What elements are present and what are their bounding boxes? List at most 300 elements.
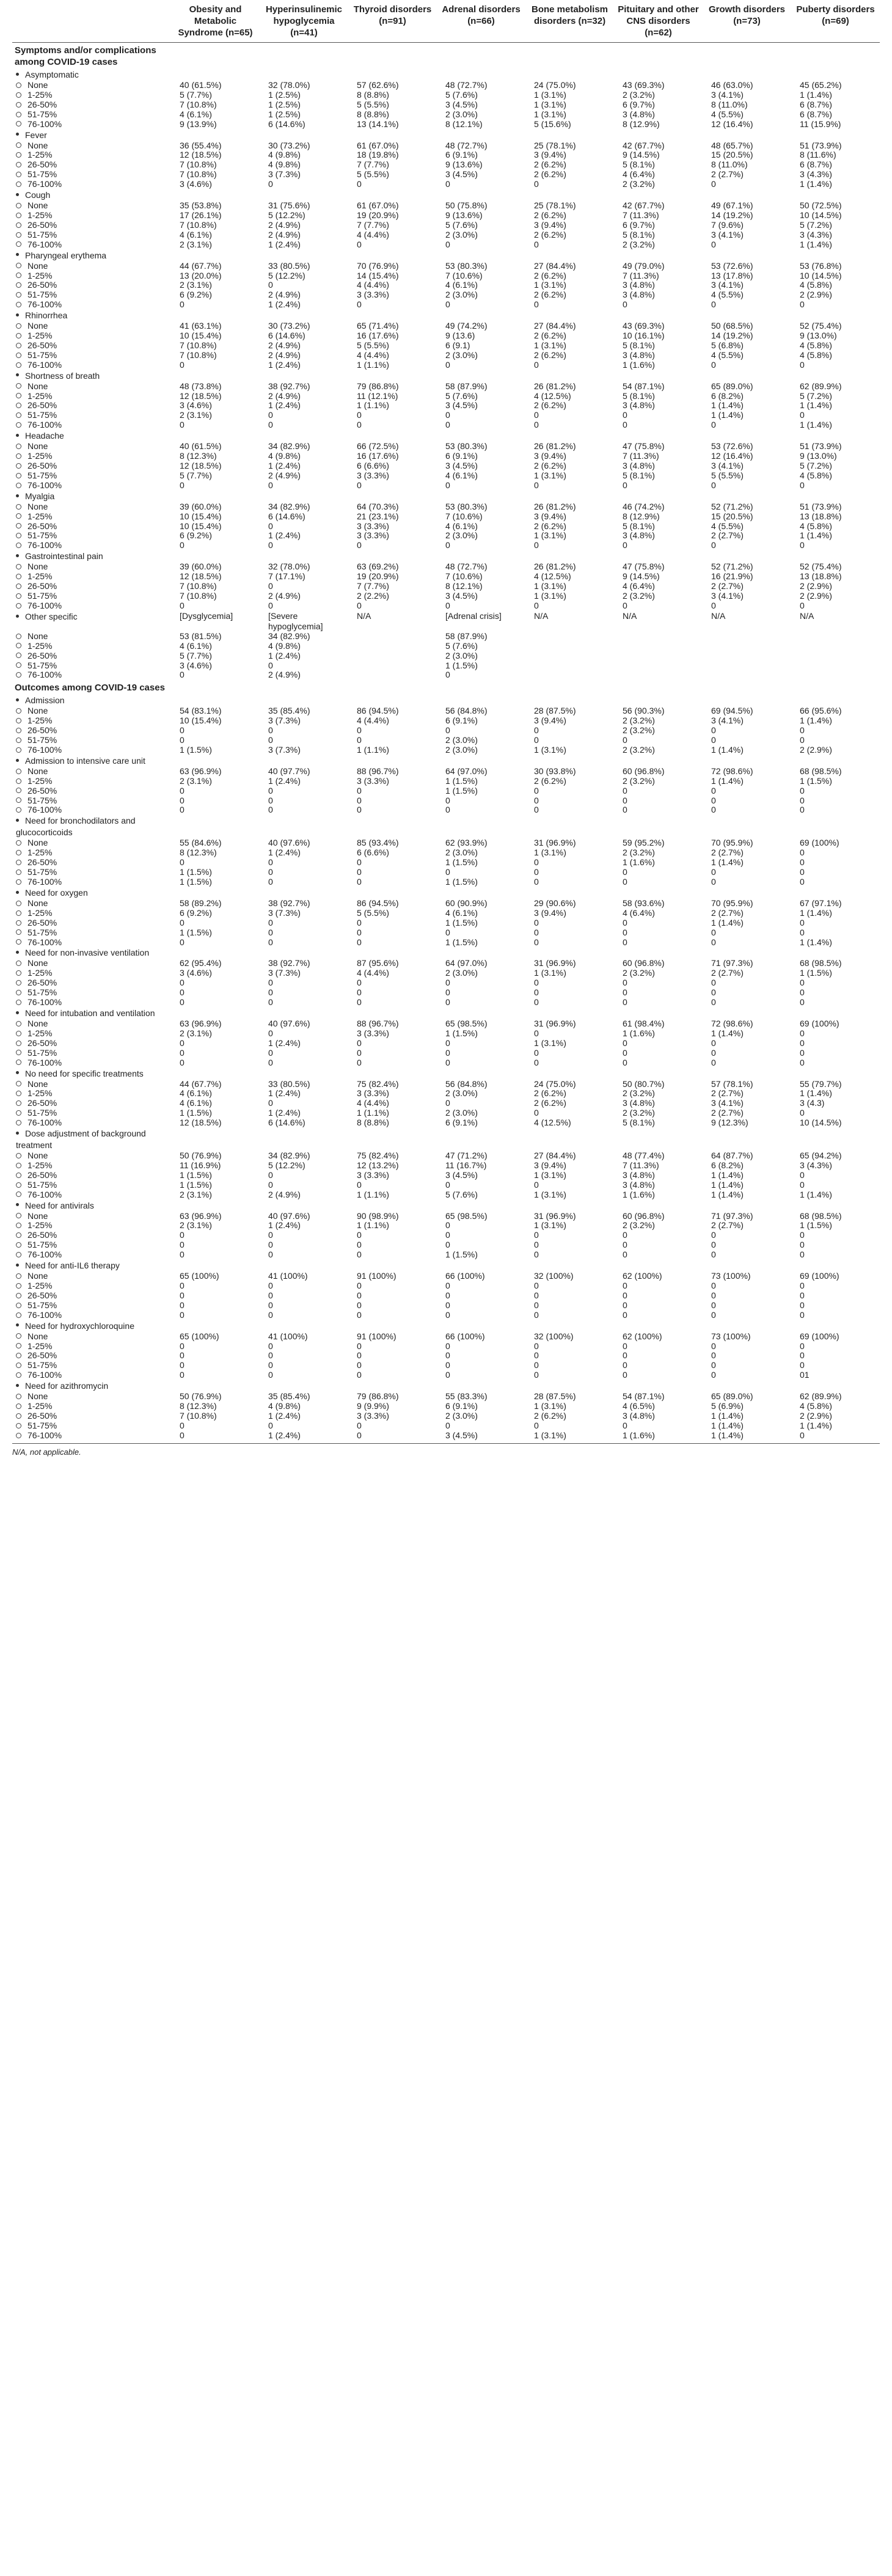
table-cell: 0: [534, 805, 539, 815]
circle-icon: [16, 1050, 21, 1055]
empty-cell: [437, 1260, 525, 1272]
level-label: 51-75%: [27, 1420, 57, 1430]
table-cell: 0: [268, 600, 273, 610]
table-cell: 2 (3.0%): [445, 349, 478, 360]
table-cell: 65 (71.4%): [357, 321, 399, 331]
level-label-cell: [12, 968, 171, 978]
empty-cell: [260, 1320, 348, 1332]
table-cell: 24 (75.0%): [534, 80, 576, 90]
bullet-icon: [16, 1203, 19, 1206]
level-label: 26-50%: [27, 99, 57, 109]
table-cell: 0: [268, 785, 273, 796]
circle-icon: [16, 1059, 21, 1065]
level-label: 51-75%: [27, 735, 57, 745]
table-row: [12, 909, 880, 918]
level-label: None: [27, 1078, 48, 1089]
level-label: 76-100%: [27, 805, 62, 815]
table-cell: 0: [180, 1230, 185, 1240]
table-cell: 48 (77.4%): [623, 1151, 665, 1161]
table-cell: 0: [623, 785, 627, 796]
table-cell: 0: [534, 857, 539, 868]
group-label: Gastrointestinal pain: [25, 551, 103, 562]
table-cell: 72 (98.6%): [711, 766, 753, 776]
empty-cell: [348, 1260, 437, 1272]
table-cell: 1 (1.4%): [711, 1420, 744, 1430]
level-label-cell: [12, 461, 171, 471]
table-cell: 1 (1.5%): [445, 857, 478, 868]
bullet-icon: [16, 759, 19, 762]
table-cell: 8 (11.0%): [711, 99, 748, 109]
table-cell: 1 (1.5%): [800, 1220, 832, 1231]
circle-icon: [16, 980, 21, 986]
table-cell: 0: [180, 1290, 185, 1300]
table-cell: [348, 670, 437, 680]
table-cell: 0: [268, 867, 273, 877]
empty-cell: [260, 189, 348, 201]
group-row: [12, 310, 880, 321]
table-cell: 5 (8.1%): [623, 340, 655, 350]
table-row: [12, 651, 880, 661]
empty-cell: [171, 1200, 260, 1212]
level-label: 51-75%: [27, 660, 57, 670]
circle-icon: [16, 263, 21, 268]
table-row: [12, 877, 880, 887]
table-cell: 30 (73.2%): [268, 321, 310, 331]
table-cell: 0: [534, 927, 539, 937]
table-cell: 68 (98.5%): [800, 1210, 842, 1221]
level-label-cell: [12, 1291, 171, 1301]
table-cell: 32 (100%): [534, 1331, 574, 1341]
table-cell: 2 (2.9%): [800, 290, 832, 300]
group-label-cell: [12, 755, 171, 767]
group-label: Cough: [25, 190, 51, 200]
table-cell: 28 (87.5%): [534, 1391, 576, 1402]
empty-cell: [703, 1380, 791, 1392]
empty-cell: [171, 370, 260, 382]
table-cell: 2 (2.2%): [357, 590, 389, 601]
empty-cell: [525, 189, 614, 201]
table-cell: 2 (4.9%): [268, 229, 301, 240]
level-label: None: [27, 260, 48, 271]
level-label-cell: [12, 1039, 171, 1048]
table-cell: [791, 642, 880, 651]
empty-cell: [348, 1380, 437, 1392]
table-cell: 0: [800, 1047, 805, 1058]
table-row: [12, 1281, 880, 1291]
table-cell: 2 (6.2%): [534, 229, 566, 240]
table-cell: 0: [268, 660, 273, 670]
table-cell: 0: [357, 1047, 362, 1058]
level-label: 26-50%: [27, 159, 57, 170]
table-cell: 4 (4.4%): [357, 349, 389, 360]
empty-cell: [791, 551, 880, 562]
table-cell: 1 (1.5%): [445, 785, 478, 796]
table-cell: 2 (3.2%): [623, 725, 655, 736]
table-cell: 27 (84.4%): [534, 1151, 576, 1161]
table-cell: 1 (3.1%): [534, 530, 566, 541]
table-cell: 1 (1.5%): [180, 877, 212, 887]
table-cell: 0: [711, 1341, 716, 1351]
empty-cell: [171, 1008, 260, 1019]
level-label: 76-100%: [27, 239, 62, 249]
table-cell: 5 (7.6%): [445, 640, 478, 651]
level-label: 76-100%: [27, 1057, 62, 1067]
table-cell: 0: [711, 1057, 716, 1067]
table-row: [12, 777, 880, 786]
circle-icon: [16, 483, 21, 488]
table-cell: 10 (14.5%): [800, 1118, 842, 1128]
table-cell: 0: [800, 600, 805, 610]
table-cell: 10 (15.4%): [180, 521, 222, 531]
circle-icon: [16, 672, 21, 678]
table-row: [12, 512, 880, 522]
table-cell: 0: [180, 1057, 185, 1067]
table-cell: 0: [445, 1290, 450, 1300]
level-label-cell: [12, 938, 171, 948]
specific-cell: N/A: [357, 610, 371, 621]
table-cell: 5 (5.5%): [357, 99, 389, 109]
table-cell: 2 (3.0%): [445, 1088, 478, 1099]
level-label: 26-50%: [27, 917, 57, 928]
empty-cell: [260, 815, 348, 838]
table-cell: 2 (3.2%): [623, 179, 655, 189]
empty-cell: [437, 1068, 525, 1080]
empty-cell: [437, 430, 525, 442]
table-cell: 14 (19.2%): [711, 210, 753, 220]
table-row: [12, 1332, 880, 1342]
table-cell: 0: [268, 1290, 273, 1300]
table-cell: 0: [180, 1281, 185, 1290]
table-cell: 2 (4.9%): [268, 290, 301, 300]
empty-cell: [525, 69, 614, 81]
empty-cell: [525, 1260, 614, 1272]
table-cell: 2 (6.2%): [534, 1098, 566, 1108]
table-cell: 2 (6.2%): [534, 290, 566, 300]
table-cell: 0: [180, 937, 185, 947]
table-cell: 2 (6.2%): [534, 521, 566, 531]
level-label-cell: [12, 1392, 171, 1402]
table-cell: 0: [268, 521, 273, 531]
table-cell: 2 (2.7%): [711, 847, 744, 858]
level-label-cell: [12, 661, 171, 671]
empty-cell: [703, 189, 791, 201]
table-cell: 6 (6.6%): [357, 847, 389, 858]
table-cell: 0: [268, 795, 273, 805]
table-cell: 0: [268, 581, 273, 591]
table-cell: 6 (9.1%): [445, 150, 478, 160]
empty-cell: [791, 370, 880, 382]
table-cell: 3 (4.5%): [445, 461, 478, 470]
table-cell: 1 (3.1%): [534, 1401, 566, 1411]
table-cell: 2 (3.2%): [623, 715, 655, 726]
table-cell: 3 (4.8%): [623, 280, 655, 290]
table-row: [12, 331, 880, 341]
table-cell: 3 (3.3%): [357, 290, 389, 300]
circle-icon: [16, 737, 21, 743]
level-label-cell: [12, 392, 171, 401]
table-cell: 7 (10.6%): [445, 270, 483, 280]
table-row: [12, 141, 880, 151]
table-cell: 1 (1.5%): [445, 937, 478, 947]
level-label-cell: [12, 582, 171, 591]
level-label-cell: [12, 1351, 171, 1361]
table-cell: 0: [800, 1360, 805, 1370]
table-cell: [703, 661, 791, 671]
table-cell: 0: [357, 725, 362, 736]
table-cell: 2 (4.9%): [268, 1189, 301, 1199]
table-cell: 0: [268, 1360, 273, 1370]
table-cell: 48 (73.8%): [180, 381, 222, 391]
table-row: [12, 670, 880, 680]
table-cell: 3 (4.5%): [445, 400, 478, 411]
level-label: None: [27, 80, 48, 90]
table-cell: 0: [445, 1230, 450, 1240]
table-cell: 48 (72.7%): [445, 562, 488, 572]
table-cell: 0: [623, 927, 627, 937]
table-cell: 0: [268, 1309, 273, 1320]
level-label: 26-50%: [27, 1037, 57, 1048]
level-label-cell: [12, 1171, 171, 1180]
table-cell: 1 (1.4%): [711, 1189, 744, 1199]
empty-cell: [171, 43, 260, 70]
table-cell: 58 (89.2%): [180, 898, 222, 908]
group-label-cell: [12, 947, 171, 959]
level-label: 76-100%: [27, 420, 62, 430]
group-row: [12, 887, 880, 899]
table-cell: 26 (81.2%): [534, 501, 576, 511]
table-cell: 7 (10.8%): [180, 1410, 217, 1421]
table-cell: 0: [534, 420, 539, 430]
table-cell: 1 (2.4%): [268, 1220, 301, 1231]
empty-cell: [703, 1128, 791, 1151]
table-cell: 10 (15.4%): [180, 715, 222, 726]
table-cell: 4 (9.8%): [268, 1401, 301, 1411]
empty-cell: [614, 680, 703, 695]
table-cell: 46 (74.2%): [623, 501, 665, 511]
level-label-cell: [12, 767, 171, 777]
table-row: [12, 562, 880, 572]
table-row: [12, 1250, 880, 1260]
table-cell: 0: [180, 480, 185, 490]
level-label-cell: [12, 1108, 171, 1118]
empty-cell: [525, 130, 614, 141]
table-cell: 43 (69.3%): [623, 80, 665, 90]
empty-cell: [348, 189, 437, 201]
table-cell: 4 (5.8%): [800, 470, 832, 480]
table-row: [12, 1361, 880, 1370]
table-row: [12, 1058, 880, 1068]
table-cell: 0: [268, 1370, 273, 1380]
level-label: 26-50%: [27, 1098, 57, 1108]
level-label-cell: [12, 1099, 171, 1108]
table-cell: 0: [623, 420, 627, 430]
level-label: 51-75%: [27, 927, 57, 937]
table-cell: 79 (86.8%): [357, 381, 399, 391]
table-cell: 0: [623, 997, 627, 1008]
empty-cell: [525, 1200, 614, 1212]
table-cell: 0: [180, 1341, 185, 1351]
table-cell: 31 (96.9%): [534, 958, 576, 968]
table-cell: 0: [268, 927, 273, 937]
table-cell: 0: [180, 1240, 185, 1250]
table-cell: 0: [711, 725, 716, 736]
table-cell: 5 (8.1%): [623, 470, 655, 480]
table-row: [12, 360, 880, 370]
empty-cell: [614, 1380, 703, 1392]
table-cell: 0: [180, 987, 185, 998]
table-cell: 1 (1.4%): [800, 1189, 832, 1199]
table-cell: 56 (84.8%): [445, 1078, 488, 1089]
table-cell: 1 (1.5%): [180, 1108, 212, 1118]
empty-cell: [791, 69, 880, 81]
table-cell: 2 (6.2%): [534, 270, 566, 280]
table-cell: 2 (4.9%): [268, 219, 301, 230]
empty-cell: [437, 755, 525, 767]
level-label-cell: [12, 1240, 171, 1250]
table-row: [12, 582, 880, 591]
table-row: [12, 300, 880, 310]
circle-icon: [16, 1182, 21, 1188]
circle-icon: [16, 533, 21, 538]
level-label-cell: [12, 230, 171, 240]
table-cell: 0: [711, 927, 716, 937]
level-label-cell: [12, 341, 171, 351]
empty-cell: [437, 1320, 525, 1332]
level-label-cell: [12, 531, 171, 541]
table-row: [12, 321, 880, 331]
table-cell: 16 (21.9%): [711, 571, 753, 582]
bullet-icon: [16, 1323, 19, 1326]
table-cell: 1 (1.5%): [445, 877, 478, 887]
table-cell: 0: [800, 1169, 805, 1180]
table-cell: 3 (4.5%): [445, 1430, 478, 1440]
table-cell: 1 (2.5%): [268, 99, 301, 109]
table-cell: 46 (63.0%): [711, 80, 753, 90]
level-label: 1-25%: [27, 907, 53, 918]
table-row: [12, 1099, 880, 1108]
table-cell: 2 (4.9%): [268, 470, 301, 480]
table-cell: 0: [268, 1240, 273, 1250]
empty-cell: [348, 430, 437, 442]
empty-cell: [171, 815, 260, 838]
table-cell: 0: [268, 280, 273, 290]
empty-cell: [525, 1128, 614, 1151]
circle-icon: [16, 172, 21, 177]
table-cell: 2 (3.1%): [180, 1220, 212, 1231]
table-row: [12, 1108, 880, 1118]
table-cell: 56 (90.3%): [623, 706, 665, 716]
specific-cell: [Adrenal crisis]: [445, 610, 502, 621]
table-cell: 8 (12.1%): [445, 119, 483, 129]
table-cell: 1 (1.1%): [357, 1220, 389, 1231]
group-label-cell: [12, 310, 171, 321]
empty-cell: [260, 491, 348, 502]
group-row: [12, 1380, 880, 1392]
group-row: [12, 695, 880, 706]
table-cell: 0: [180, 420, 185, 430]
table-cell: 8 (8.8%): [357, 1118, 389, 1128]
table-row: [12, 1231, 880, 1240]
level-label: 1-25%: [27, 1281, 53, 1290]
table-cell: 58 (87.9%): [445, 631, 488, 641]
table-row: [12, 938, 880, 948]
table-cell: 0: [357, 1420, 362, 1430]
table-cell: 0: [445, 1057, 450, 1067]
table-cell: 35 (85.4%): [268, 1391, 310, 1402]
group-label: Shortness of breath: [25, 370, 100, 381]
table-cell: 49 (67.1%): [711, 200, 753, 211]
level-label: None: [27, 381, 48, 391]
empty-cell: [614, 1068, 703, 1080]
empty-cell: [791, 43, 880, 70]
table-cell: 0: [623, 540, 627, 551]
table-cell: 3 (9.4%): [534, 907, 566, 918]
empty-cell: [260, 130, 348, 141]
column-header: Pituitary and other CNS disorders (n=62): [614, 0, 703, 43]
table-row: [12, 918, 880, 928]
table-cell: 1 (1.4%): [800, 1420, 832, 1430]
empty-cell: [614, 695, 703, 706]
table-cell: 0: [445, 1098, 450, 1108]
table-cell: 0: [357, 1370, 362, 1380]
table-cell: 0: [711, 877, 716, 887]
table-cell: 4 (6.4%): [623, 907, 655, 918]
group-label: Fever: [25, 130, 47, 140]
level-label-cell: [12, 211, 171, 221]
table-row: [12, 1089, 880, 1099]
column-header: Thyroid disorders (n=91): [348, 0, 437, 43]
table-cell: 7 (11.3%): [623, 270, 659, 280]
table-cell: 0: [268, 1250, 273, 1260]
table-cell: 91 (100%): [357, 1331, 397, 1341]
table-cell: 64 (97.0%): [445, 766, 488, 776]
table-cell: 0: [534, 1420, 539, 1430]
table-cell: 0: [445, 1037, 450, 1048]
table-cell: 40 (97.6%): [268, 1210, 310, 1221]
empty-cell: [703, 695, 791, 706]
circle-icon: [16, 422, 21, 428]
empty-cell: [703, 887, 791, 899]
table-cell: 1 (2.5%): [268, 89, 301, 100]
table-cell: 4 (5.8%): [800, 521, 832, 531]
empty-cell: [437, 1128, 525, 1151]
table-cell: 48 (65.7%): [711, 140, 753, 150]
table-cell: 3 (3.3%): [357, 521, 389, 531]
empty-cell: [791, 1380, 880, 1392]
circle-icon: [16, 574, 21, 579]
group-label: Admission to intensive care unit: [25, 755, 145, 766]
level-label-cell: [12, 777, 171, 786]
empty-cell: [437, 69, 525, 81]
table-cell: 3 (9.4%): [534, 150, 566, 160]
table-cell: 6 (9.2%): [180, 907, 212, 918]
table-row: [12, 1402, 880, 1411]
table-cell: 0: [623, 1250, 627, 1260]
table-cell: 0: [711, 359, 716, 370]
table-row: [12, 1240, 880, 1250]
table-cell: 3 (7.3%): [268, 715, 301, 726]
empty-cell: [171, 887, 260, 899]
specific-cell: N/A: [534, 610, 549, 621]
table-row: [12, 786, 880, 796]
circle-icon: [16, 788, 21, 793]
empty-cell: [260, 755, 348, 767]
table-cell: 0: [623, 1281, 627, 1290]
empty-cell: [260, 1128, 348, 1151]
table-cell: 14 (19.2%): [711, 331, 753, 341]
table-cell: 0: [180, 795, 185, 805]
empty-cell: [791, 680, 880, 695]
